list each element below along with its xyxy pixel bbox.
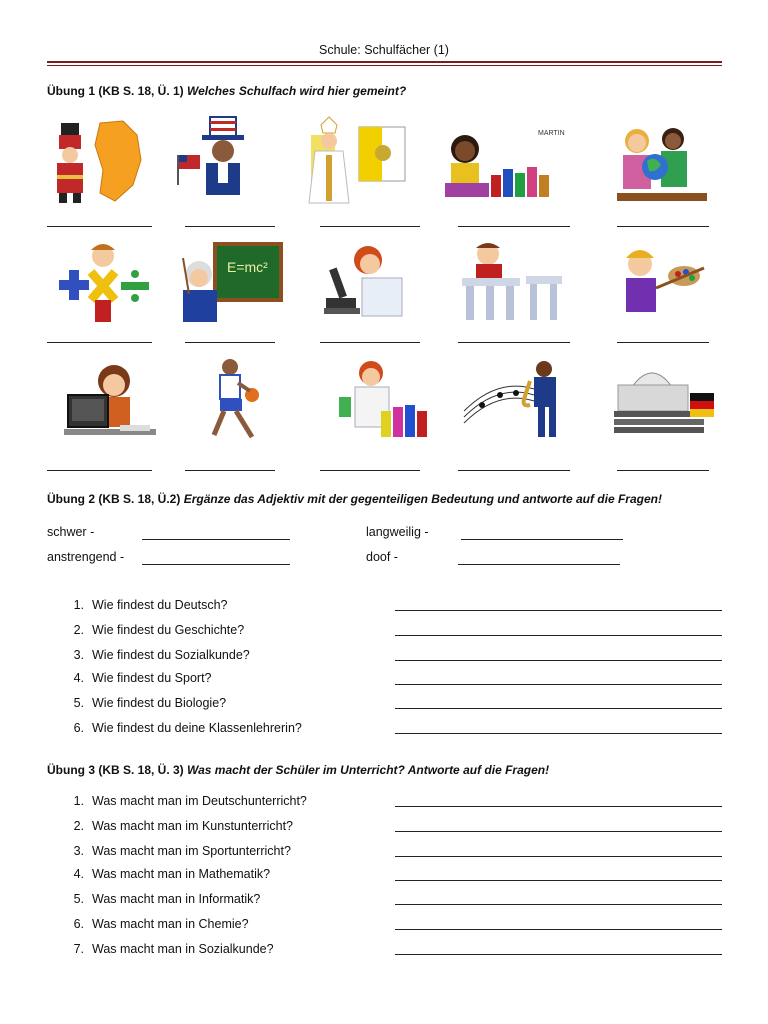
answer-line[interactable] xyxy=(395,684,722,685)
book-caption: MARTIN xyxy=(538,130,565,137)
question-number: 2. xyxy=(73,819,84,833)
question-text: Was macht man im Deutschunterricht? xyxy=(92,794,307,808)
adjective-blank[interactable] xyxy=(461,539,623,540)
question-text: Wie findest du deine Klassenlehrerin? xyxy=(92,721,302,735)
answer-blank-5[interactable] xyxy=(617,226,709,227)
question-text: Wie findest du Geschichte? xyxy=(92,623,245,637)
question-number: 5. xyxy=(73,892,84,906)
adjective-blank[interactable] xyxy=(458,564,620,565)
adjective-label: anstrengend - xyxy=(47,550,125,564)
exercise-1-label: Übung 1 (KB S. 18, Ü. 1) xyxy=(47,84,188,98)
boy-painting-art-icon xyxy=(612,238,722,328)
exercise-3-instruction: Was macht der Schüler im Unterricht? Antworte auf die Fragen! xyxy=(187,763,550,777)
header-rule-thick xyxy=(47,61,722,63)
answer-line[interactable] xyxy=(395,880,722,881)
kids-globe-geography-icon xyxy=(615,115,725,205)
adjective-label: langweilig - xyxy=(366,525,429,539)
answer-blank-13[interactable] xyxy=(320,470,420,471)
page-title: Schule: Schulfächer (1) xyxy=(319,43,449,57)
exercise-3-heading xyxy=(47,763,549,777)
pope-religion-icon xyxy=(305,115,415,205)
answer-blank-1[interactable] xyxy=(47,226,152,227)
answer-line[interactable] xyxy=(395,806,722,807)
question-text: Wie findest du Deutsch? xyxy=(92,598,228,612)
math-symbols-boy-icon xyxy=(45,238,155,328)
answer-line[interactable] xyxy=(395,708,722,709)
answer-line[interactable] xyxy=(395,954,722,955)
question-text: Was macht man in Informatik? xyxy=(92,892,261,906)
answer-blank-14[interactable] xyxy=(458,470,570,471)
header-rule-thin xyxy=(47,65,722,66)
answer-blank-8[interactable] xyxy=(320,342,420,343)
answer-blank-2[interactable] xyxy=(185,226,275,227)
question-number: 1. xyxy=(73,794,84,808)
exercise-2-label: Übung 2 (KB S. 18, Ü.2) xyxy=(47,492,184,506)
exercise-1-instruction: Welches Schulfach wird hier gemeint? xyxy=(187,84,407,98)
adjective-label: schwer - xyxy=(47,525,95,539)
basketball-sport-icon xyxy=(180,355,290,445)
microscope-biology-icon xyxy=(320,238,430,328)
saxophone-music-icon xyxy=(460,355,570,445)
girl-computer-icon xyxy=(60,355,170,445)
boy-greek-ruins-icon xyxy=(458,238,568,328)
adjective-blank[interactable] xyxy=(142,564,290,565)
answer-blank-4[interactable] xyxy=(458,226,570,227)
answer-blank-9[interactable] xyxy=(458,342,570,343)
question-number: 5. xyxy=(73,696,84,710)
answer-line[interactable] xyxy=(395,831,722,832)
answer-line[interactable] xyxy=(395,660,722,661)
question-number: 7. xyxy=(73,942,84,956)
question-text: Wie findest du Sozialkunde? xyxy=(92,648,250,662)
question-text: Was macht man im Sportunterricht? xyxy=(92,844,291,858)
question-text: Wie findest du Sport? xyxy=(92,671,212,685)
answer-line[interactable] xyxy=(395,733,722,734)
question-number: 6. xyxy=(73,917,84,931)
question-number: 2. xyxy=(73,623,84,637)
question-text: Wie findest du Biologie? xyxy=(92,696,227,710)
answer-line[interactable] xyxy=(395,856,722,857)
physics-formula-caption: E=mc² xyxy=(227,259,268,275)
answer-line[interactable] xyxy=(395,904,722,905)
answer-blank-15[interactable] xyxy=(617,470,709,471)
question-text: Was macht man in Sozialkunde? xyxy=(92,942,274,956)
girl-books-reading-icon xyxy=(443,115,565,205)
uncle-sam-history-icon xyxy=(170,115,280,205)
answer-line[interactable] xyxy=(395,635,722,636)
exercise-1-heading xyxy=(47,84,406,98)
answer-line[interactable] xyxy=(395,610,722,611)
question-number: 3. xyxy=(73,844,84,858)
answer-blank-6[interactable] xyxy=(47,342,152,343)
einstein-physics-icon xyxy=(175,238,285,328)
answer-blank-3[interactable] xyxy=(320,226,420,227)
exercise-3-label: Übung 3 (KB S. 18, Ü. 3) xyxy=(47,763,188,777)
answer-blank-7[interactable] xyxy=(185,342,275,343)
question-number: 1. xyxy=(73,598,84,612)
adjective-blank[interactable] xyxy=(142,539,290,540)
german-nutcracker-map-icon xyxy=(45,115,155,205)
adjective-label: doof - xyxy=(366,550,398,564)
question-number: 4. xyxy=(73,671,84,685)
exercise-2-instruction: Ergänze das Adjektiv mit der gegenteiligen Bedeutung und antworte auf die Fragen! xyxy=(183,492,662,506)
question-number: 3. xyxy=(73,648,84,662)
question-number: 6. xyxy=(73,721,84,735)
exercise-2-heading xyxy=(47,492,662,506)
answer-blank-11[interactable] xyxy=(47,470,152,471)
chemist-bottles-icon xyxy=(325,355,435,445)
parliament-german-flag-icon xyxy=(612,355,722,445)
answer-blank-12[interactable] xyxy=(185,470,275,471)
question-text: Was macht man im Kunstunterricht? xyxy=(92,819,293,833)
answer-blank-10[interactable] xyxy=(617,342,709,343)
question-number: 4. xyxy=(73,867,84,881)
question-text: Was macht man in Chemie? xyxy=(92,917,249,931)
question-text: Was macht man in Mathematik? xyxy=(92,867,271,881)
answer-line[interactable] xyxy=(395,929,722,930)
